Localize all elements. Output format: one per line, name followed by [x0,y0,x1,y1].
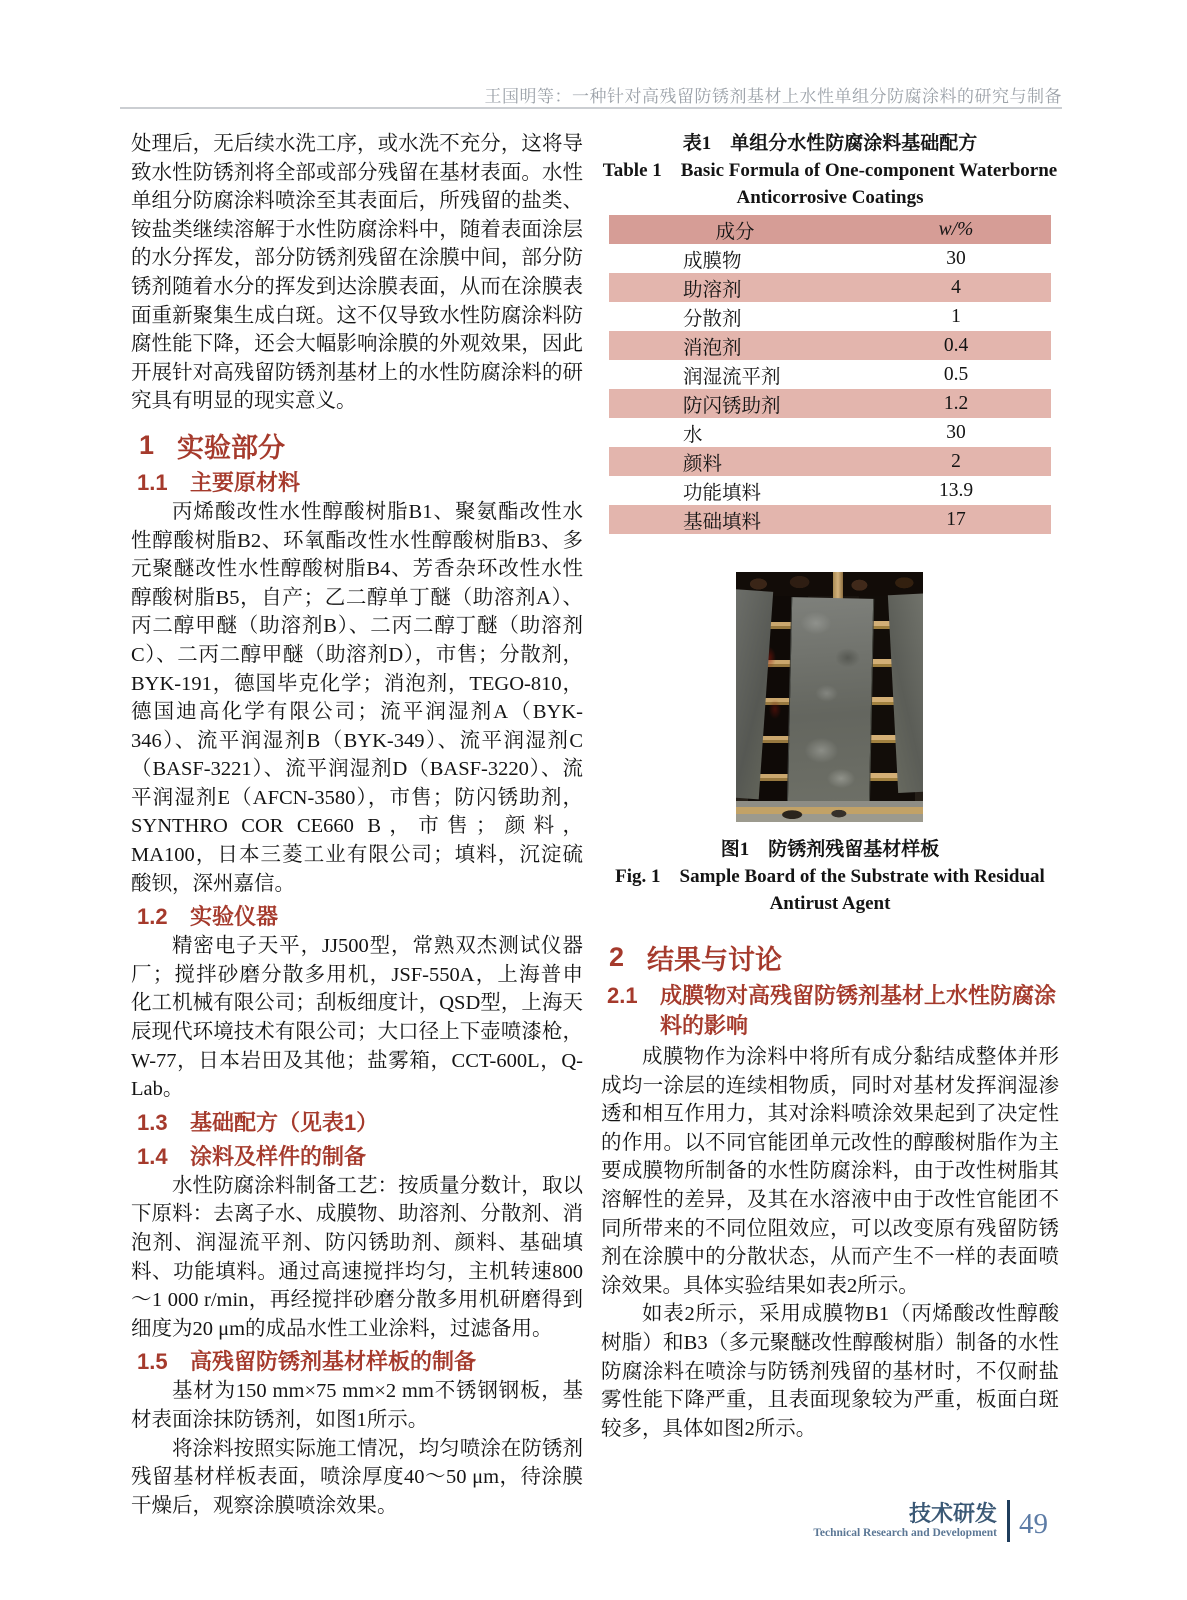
section-number: 2 [609,941,625,972]
table-row [609,447,1051,476]
section-title: 基础配方（见表1） [190,1109,379,1135]
component-value: 13.9 [938,479,974,501]
sample-plate-center [787,597,874,811]
page-footer [813,1500,1048,1542]
figure1-caption-en: Fig. 1 Sample Board of the Substrate with Residual [615,866,1045,887]
paragraph-materials: 丙烯酸改性水性醇酸树脂B1、聚氨酯改性水性醇酸树脂B2、环氧酯改性水性醇酸树脂B3、多元聚醚改性水性醇酸树脂B4、芳香杂环改性水性醇酸树脂B5，自产；乙二醇单丁醚（助溶剂A）、丙二醇甲醚（助溶剂B）、二丙二醇丁醚（助溶剂C）、二丙二醇甲醚（助溶剂D），市售；分散剂，BYK-191，德国毕克化学；消泡剂，TEGO-810，德国迪高化学有限公司；流平润湿剂A（BYK-346）、流平润湿剂B（BYK-349）、流平润湿剂C（BASF-3221）、流平润湿剂D（BASF-3220）、流平润湿剂E（AFCN-3580），市售；防闪锈助剂，SYNTHRO COR CE660 B，市售；颜料，MA100，日本三菱工业有限公司；填料，沉淀硫酸钡，深州嘉信。 [131,500,583,895]
table1-caption-en-2: Anticorrosive Coatings [736,187,924,208]
table-row [609,331,1051,360]
table-row [609,244,1051,273]
paragraph-substrate-2: 将涂料按照实际施工情况，均匀喷涂在防锈剂残留基材样板表面，喷涂厚度40～50 μm，待涂膜干燥后，观察涂膜喷涂效果。 [131,1437,583,1517]
component-value: 1 [951,305,961,327]
table1-caption-en: Table 1 Basic Formula of One-component Waterborne [602,160,1058,181]
section-title: 实验部分 [177,433,285,464]
table-row [609,360,1051,389]
footer-section-en: Technical Research and Development [813,1526,997,1539]
section-1-1-heading [131,468,583,498]
paragraph-instruments: 精密电子天平，JJ500型，常熟双杰测试仪器厂；搅拌砂磨分散多用机，JSF-550A，上海普申化工机械有限公司；刮板细度计，QSD型，上海天辰现代环境技术有限公司；大口径上下壶喷漆枪，W-77，日本岩田及其他；盐雾箱，CCT-600L，Q-Lab。 [131,935,583,1101]
component-name: 基础填料 [683,511,762,533]
header-rule [120,107,1062,109]
component-name: 润湿流平剂 [683,366,781,388]
component-name: 分散剂 [683,308,742,330]
section-number: 1.2 [137,904,168,930]
figure1-photo [736,572,923,822]
component-name: 水 [683,424,703,446]
component-name: 助溶剂 [683,279,742,301]
right-column [601,130,1059,1443]
table-row [609,418,1051,447]
component-name: 成膜物 [683,250,742,272]
section-number: 1.5 [137,1349,168,1375]
paragraph-discussion-1: 成膜物作为涂料中将所有成分黏结成整体并形成均一涂层的连续相物质，同时对基材发挥润湿渗透和相互作用力，其对涂料喷涂效果起到了决定性的作用。以不同官能团单元改性的醇酸树脂作为主要成膜物所制备的水性防腐涂料，由于改性树脂其溶解性的差异，及其在水溶液中由于改性官能团不同所带来的不同位阻效应，可以改变原有残留防锈剂在涂膜中的分散状态，从而产生不一样的表面喷涂效果。具体实验结果如表2所示。 [601,1046,1059,1297]
section-title: 高残留防锈剂基材样板的制备 [190,1349,477,1375]
section-title: 实验仪器 [190,904,279,930]
section-number: 1.3 [137,1109,168,1135]
section-title: 涂料及样件的制备 [190,1143,367,1169]
table-row [609,505,1051,534]
photo-floor-strip [736,801,923,822]
footer-divider-bar [1007,1500,1010,1542]
section-1-2-heading [131,902,583,932]
table1-header-fraction: w/% [938,218,974,240]
section-2-heading [601,939,1059,975]
section-2-1-heading [601,981,1059,1041]
section-number: 1 [139,430,155,461]
footer-section-zh: 技术研发 [908,1500,997,1526]
footer-section-labels [813,1502,997,1541]
component-value: 30 [946,421,966,443]
component-value: 30 [946,247,966,269]
section-number: 2.1 [607,983,638,1008]
component-value: 1.2 [943,392,969,414]
section-1-5-heading [131,1347,583,1377]
table1-caption-zh: 表1 单组分水性防腐涂料基础配方 [682,133,978,154]
paragraph-intro: 处理后，无后续水洗工序，或水洗不充分，这将导致水性防锈剂将全部或部分残留在基材表面。水性单组分防腐涂料喷涂至其表面后，所残留的盐类、铵盐类继续溶解于水性防腐涂料中，随着表面涂层的水分挥发，部分防锈剂残留在涂膜中间，部分防锈剂随着水分的挥发到达涂膜表面，从而在涂膜表面重新聚集生成白斑。这不仅导致水性防腐涂料防腐性能下降，还会大幅影响涂膜的外观效果，因此开展针对高残留防锈剂基材上的水性防腐涂料的研究具有明显的现实意义。 [131,133,583,413]
component-value: 0.5 [943,363,969,385]
figure1-caption-zh: 图1 防锈剂残留基材样板 [720,839,940,860]
section-title: 结果与讨论 [647,944,782,975]
section-1-4-heading [131,1142,583,1172]
component-name: 防闪锈助剂 [683,395,781,417]
table1-header-row [609,215,1051,244]
section-title: 主要原材料 [190,469,301,495]
table1-header-component: 成分 [715,221,755,243]
paragraph-substrate-1: 基材为150 mm×75 mm×2 mm不锈钢钢板，基材表面涂抹防锈剂，如图1所示。 [131,1380,583,1431]
paragraph-discussion-2: 如表2所示，采用成膜物B1（丙烯酸改性醇酸树脂）和B3（多元聚醚改性醇酸树脂）制备的水性防腐涂料在喷涂与防锈剂残留的基材时，不仅耐盐雾性能下降严重，且表面现象较为严重，板面白斑较多，具体如图2所示。 [601,1303,1059,1440]
table-row [609,476,1051,505]
component-value: 4 [951,276,961,298]
table-row [609,389,1051,418]
running-head: 王国明等：一种针对高残留防锈剂基材上水性单组分防腐涂料的研究与制备 [484,87,1062,106]
component-value: 17 [946,508,966,530]
table-row [609,273,1051,302]
section-1-heading [131,428,583,464]
section-1-3-heading [131,1108,583,1138]
section-title: 成膜物对高残留防锈剂基材上水性防腐涂料的影响 [660,983,1057,1038]
component-name: 颜料 [683,453,723,475]
component-value: 2 [951,450,961,472]
section-number: 1.4 [137,1143,168,1169]
figure1-caption-en-2: Antirust Agent [769,893,891,914]
component-value: 0.4 [943,334,969,356]
paragraph-process: 水性防腐涂料制备工艺：按质量分数计，取以下原料：去离子水、成膜物、助溶剂、分散剂、消泡剂、润湿流平剂、防闪锈助剂、颜料、基础填料、功能填料。通过高速搅拌均匀，主机转速800～1 000 r/min，再经搅拌砂磨分散多用机研磨得到细度为20 μm的成品水性工业涂料，过滤备用。 [131,1174,583,1340]
table-row [609,302,1051,331]
left-column [131,130,583,1520]
component-name: 功能填料 [683,482,762,504]
page-number: 49 [1019,1507,1048,1540]
component-name: 消泡剂 [683,337,742,359]
section-number: 1.1 [137,469,168,495]
table1 [609,215,1051,534]
